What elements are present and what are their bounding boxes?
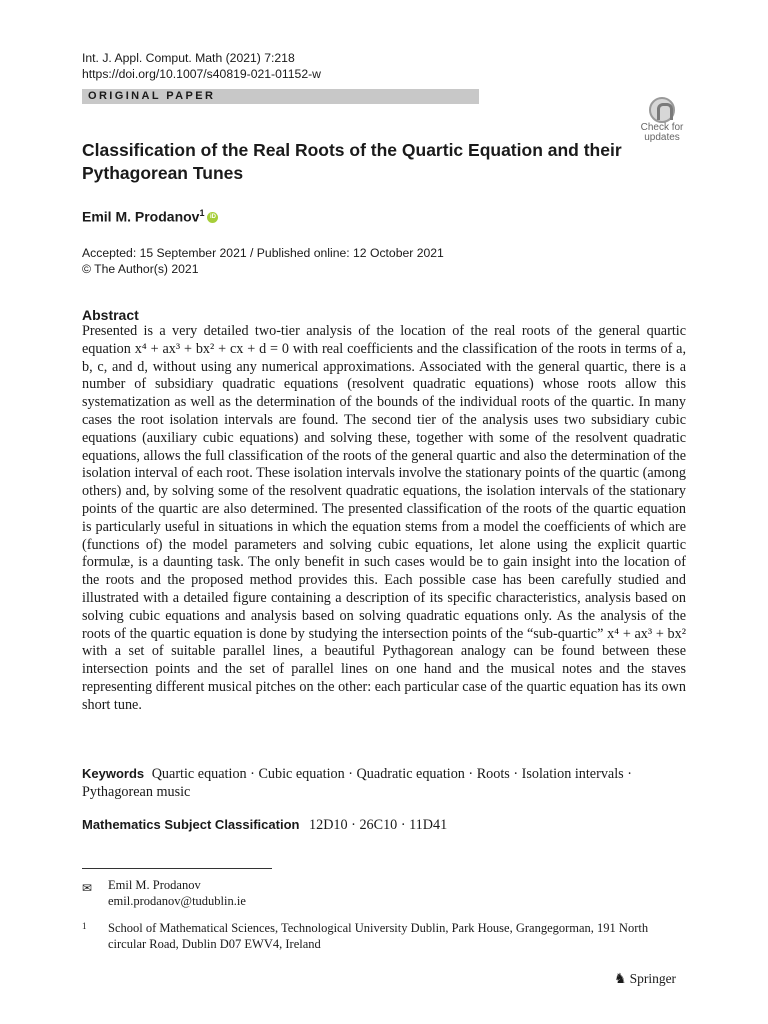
keywords — [82, 765, 686, 802]
abstract-text: Presented is a very detailed two-tier analysis of the location of the real roots of the general quartic equation x⁴ + ax³ + bx² + cx + d = 0 with real coefficients and the classification of the roots in terms of a, b, c, and d, without using any numerical approximations. Associated with the general quartic, there is a number of subsidiary quadratic equations (resolvent quadratic equations) whose roots allow this systematization as well as the determination of the bounds of the individual roots of the quartic. In many cases the root isolation intervals are found. The second tier of the analysis uses two subsidiary cubic equations (auxiliary cubic equations) and solving these, together with some of the resolvent quadratic equations, allows the full classification of the roots of the general quartic and also the determination of the isolation interval of each root. These isolation intervals involve the stationary points of the quartic (among others) and, by solving some of the resolvent quadratic equations, the isolation intervals of the stationary points of the quartic are also determined. The presented classification of the roots of the quartic equation is particularly useful in situations in which the equation stems from a model the coefficients of which are (functions of) the model parameters and solving cubic equations, let alone using the explicit quartic formulæ, is a daunting task. The only benefit in such cases would be to gain insight into the location of the roots and the proposed method provides this. Each possible case has been carefully studied and illustrated with a detailed figure containing a description of its specific characteristics, analysis based on solving cubic equations and analysis based on solving quadratic equations only. As the analysis of the roots of the quartic equation is done by studying the intersection points of the “sub-quartic” x⁴ + ax³ + bx² with a set of suitable parallel lines, a beautiful Pythagorean analogy can be found between these intersection points and the set of parallel lines on one hand and the musical notes and the staves representing different musical pitches on the other: each particular case of the quartic equation has its own short tune. — [82, 323, 686, 713]
article-type-label: ORIGINAL PAPER — [88, 90, 216, 102]
author-name: Emil M. Prodanov — [82, 208, 200, 225]
affiliation-number: 1 — [82, 921, 87, 931]
journal-header — [82, 50, 321, 82]
check-for-updates-icon — [649, 97, 675, 123]
abstract-heading: Abstract — [82, 307, 139, 323]
paper-title: Classification of the Real Roots of the Quartic Equation and their Pythagorean Tunes — [82, 140, 622, 183]
doi-link[interactable]: https://doi.org/10.1007/s40819-021-01152-w — [82, 67, 321, 81]
check-for-updates-badge[interactable] — [636, 97, 688, 143]
envelope-icon: ✉ — [82, 881, 93, 895]
publication-dates — [82, 246, 444, 277]
author-line — [82, 208, 218, 225]
author-email[interactable]: emil.prodanov@tudublin.ie — [108, 894, 246, 908]
keywords-list: Quartic equation · Cubic equation · Quadratic equation · Roots · Isolation intervals · Pythagorean music — [82, 766, 632, 800]
keywords-label: Keywords — [82, 766, 145, 781]
accepted-published: Accepted: 15 September 2021 / Published online: 12 October 2021 — [82, 246, 444, 260]
affiliation-mark: 1 — [199, 208, 205, 218]
corresponding-author: Emil M. Prodanov — [108, 878, 201, 892]
article-type-bar — [82, 89, 479, 104]
copyright: © The Author(s) 2021 — [82, 261, 199, 276]
badge-text: Check for updates — [640, 122, 684, 143]
msc-label: Mathematics Subject Classification — [82, 817, 300, 832]
publisher-name: Springer — [629, 971, 677, 986]
journal-citation: Int. J. Appl. Comput. Math (2021) 7:218 — [82, 51, 295, 65]
publisher-logo — [614, 971, 676, 988]
orcid-icon[interactable]: iD — [207, 212, 218, 223]
footnote-divider — [82, 868, 272, 869]
msc-codes: 12D10 · 26C10 · 11D41 — [309, 817, 448, 833]
affiliation-text: School of Mathematical Sciences, Technological University Dublin, Park House, Grangegorman, 191 North circular Road, Dublin D07 EWV4, Ireland — [108, 921, 649, 951]
springer-horse-icon: ♞ — [614, 972, 627, 987]
msc-classification — [82, 817, 447, 834]
